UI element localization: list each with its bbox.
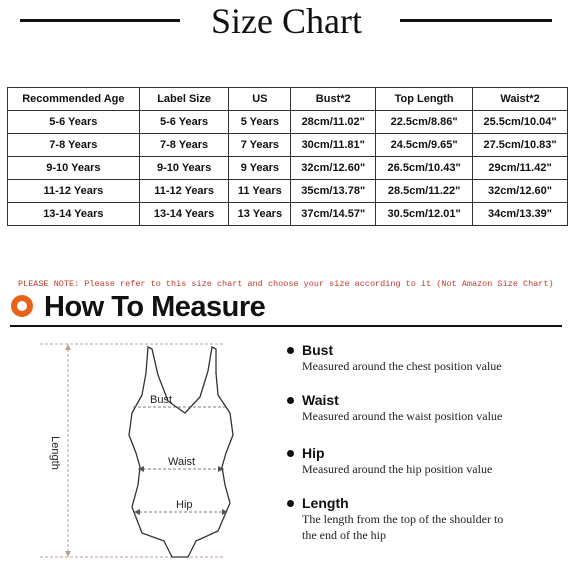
page-title: Size Chart: [211, 1, 362, 41]
table-cell: 30cm/11.81": [291, 134, 376, 157]
table-cell: 32cm/12.60": [473, 180, 568, 203]
title-divider-left: [20, 19, 180, 22]
table-header-cell: Top Length: [376, 88, 473, 111]
table-cell: 9 Years: [229, 157, 291, 180]
bullet-icon: [287, 500, 294, 507]
table-cell: 9-10 Years: [139, 157, 229, 180]
table-cell: 32cm/12.60": [291, 157, 376, 180]
measure-desc: Measured around the chest position value: [302, 359, 502, 373]
bullet-icon: [287, 347, 294, 354]
target-icon: [11, 295, 33, 317]
table-row: [8, 180, 568, 203]
table-cell: 28cm/11.02": [291, 111, 376, 134]
table-cell: 13 Years: [229, 203, 291, 226]
table-cell: 35cm/13.78": [291, 180, 376, 203]
table-row: [8, 111, 568, 134]
size-note: PLEASE NOTE: Please refer to this size chart and choose your size according to it (Not Amazon Size Chart): [18, 279, 554, 289]
table-cell: 27.5cm/10.83": [473, 134, 568, 157]
table-cell: 7-8 Years: [139, 134, 229, 157]
measure-name: Bust: [302, 342, 334, 358]
table-cell: 11 Years: [229, 180, 291, 203]
measure-desc: the end of the hip: [302, 528, 386, 542]
length-label: Length: [49, 436, 61, 470]
table-header-cell: Recommended Age: [8, 88, 140, 111]
measure-desc: Measured around the waist position value: [302, 409, 503, 423]
table-cell: 11-12 Years: [8, 180, 140, 203]
table-cell: 26.5cm/10.43": [376, 157, 473, 180]
table-cell: 24.5cm/9.65": [376, 134, 473, 157]
list-item: [283, 495, 568, 543]
size-chart-header: [0, 0, 573, 44]
measure-name: Waist: [302, 392, 339, 408]
table-cell: 22.5cm/8.86": [376, 111, 473, 134]
table-cell: 7 Years: [229, 134, 291, 157]
how-to-measure-title: How To Measure: [44, 291, 266, 323]
table-cell: 34cm/13.39": [473, 203, 568, 226]
table-row: [8, 157, 568, 180]
table-header-cell: US: [229, 88, 291, 111]
measure-name: Hip: [302, 445, 325, 461]
size-table: [7, 87, 568, 226]
measure-desc: The length from the top of the shoulder to: [302, 512, 504, 526]
table-cell: 5-6 Years: [139, 111, 229, 134]
table-cell: 30.5cm/12.01": [376, 203, 473, 226]
table-cell: 5-6 Years: [8, 111, 140, 134]
table-cell: 7-8 Years: [8, 134, 140, 157]
bullet-icon: [287, 397, 294, 404]
table-cell: 29cm/11.42": [473, 157, 568, 180]
section-divider: [10, 325, 562, 327]
table-header-cell: Bust*2: [291, 88, 376, 111]
table-row: [8, 134, 568, 157]
table-cell: 11-12 Years: [139, 180, 229, 203]
measure-name: Length: [302, 495, 349, 511]
list-item: [283, 445, 568, 477]
measure-desc: Measured around the hip position value: [302, 462, 493, 476]
bullet-icon: [287, 450, 294, 457]
bust-label: Bust: [150, 394, 173, 406]
table-header-cell: Waist*2: [473, 88, 568, 111]
swimsuit-diagram: [30, 335, 270, 570]
list-item: [283, 342, 568, 374]
table-header-row: [8, 88, 568, 111]
title-divider-right: [400, 19, 552, 22]
table-cell: 28.5cm/11.22": [376, 180, 473, 203]
waist-label: Waist: [168, 456, 196, 468]
hip-label: Hip: [176, 499, 193, 511]
list-item: [283, 392, 568, 424]
table-cell: 25.5cm/10.04": [473, 111, 568, 134]
table-cell: 13-14 Years: [139, 203, 229, 226]
swimsuit-outline-icon: [129, 347, 233, 557]
table-header-cell: Label Size: [139, 88, 229, 111]
table-cell: 37cm/14.57": [291, 203, 376, 226]
table-cell: 9-10 Years: [8, 157, 140, 180]
table-cell: 13-14 Years: [8, 203, 140, 226]
table-cell: 5 Years: [229, 111, 291, 134]
table-row: [8, 203, 568, 226]
